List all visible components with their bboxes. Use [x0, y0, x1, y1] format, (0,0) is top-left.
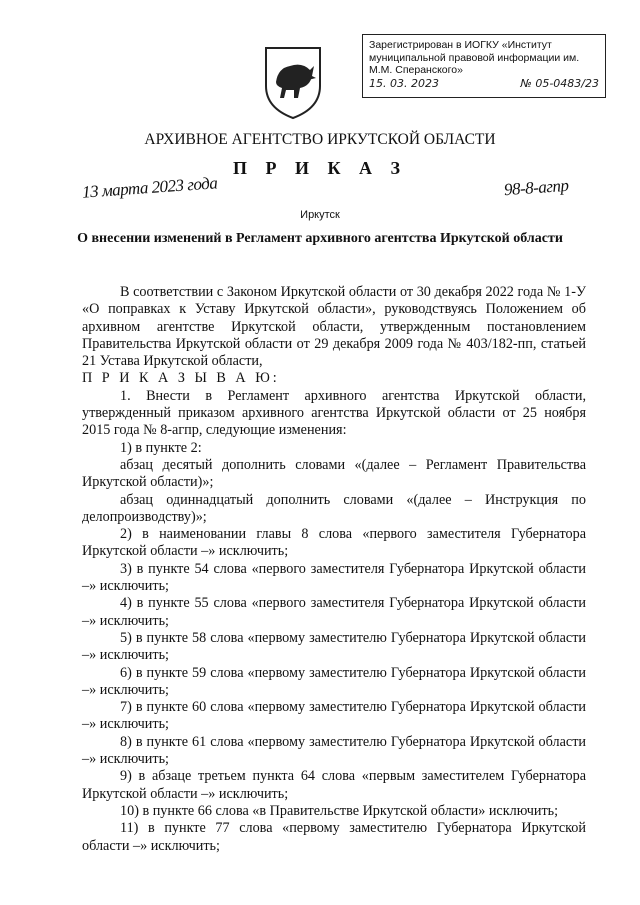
paragraph: абзац одиннадцатый дополнить словами «(далее – Инструкция по делопроизводству)»;	[82, 491, 586, 525]
stamp-date: 15. 03. 2023	[369, 76, 439, 90]
handwritten-number: 98-8-агпр	[503, 175, 570, 200]
document-title: О внесении изменений в Регламент архивного агентства Иркутской области	[77, 231, 563, 246]
paragraph: 7) в пункте 60 слова «первому заместителю Губернатора Иркутской области –» исключить;	[82, 699, 586, 733]
paragraph: 8) в пункте 61 слова «первому заместителю Губернатора Иркутской области –» исключить;	[82, 733, 586, 768]
handwritten-date: 13 марта 2023 года	[81, 173, 218, 202]
coat-of-arms-emblem	[258, 42, 328, 122]
paragraph: 4) в пункте 55 слова «первого заместителя Губернатора Иркутской области –» исключить;	[82, 595, 586, 629]
document-body	[82, 284, 586, 855]
paragraph: 5) в пункте 58 слова «первому заместителю Губернатора Иркутской области –» исключить;	[82, 629, 586, 664]
agency-name: АРХИВНОЕ АГЕНТСТВО ИРКУТСКОЙ ОБЛАСТИ	[144, 131, 496, 148]
paragraph: 1) в пункте 2:	[120, 439, 202, 456]
paragraph: абзац десятый дополнить словами «(далее – Регламент Правительства Иркутской области)»;	[82, 456, 586, 491]
paragraph: 9) в абзаце третьем пункта 64 слова «первым заместителем Губернатора Иркутской области –» исключить;	[82, 768, 586, 802]
stamp-text: Зарегистрирован в ИОГКУ «Институт муниципальной правовой информации им. М.М. Сперанского»	[369, 39, 580, 76]
paragraph: 11) в пункте 77 слова «первому заместителю Губернатора Иркутской области –» исключить;	[82, 820, 586, 854]
paragraph: 2) в наименовании главы 8 слова «первого заместителя Губернатора Иркутской области –» исключить;	[82, 526, 586, 560]
preamble-paragraph: В соответствии с Законом Иркутской области от 30 декабря 2022 года № 1-У «О поправках к Уставу Иркутской области», руководствуясь Положением об архивном агентстве Иркутской области, утвержденным постановлением Правительства Иркутской области от 29 декабря 2009 года № 403/182-пп, статьей 21 Устава Иркутской области,	[82, 284, 586, 370]
paragraph: 6) в пункте 59 слова «первому заместителю Губернатора Иркутской области –» исключить;	[82, 664, 586, 698]
city: Иркутск	[300, 209, 340, 221]
order-word: П Р И К А З Ы В А Ю:	[82, 370, 280, 387]
paragraph: 1. Внести в Регламент архивного агентства Иркутской области, утвержденный приказом архивного агентства Иркутской области от 25 ноября 2015 года № 8-агпр, следующие изменения:	[82, 387, 586, 439]
registration-stamp	[362, 34, 606, 98]
paragraph: 3) в пункте 54 слова «первого заместителя Губернатора Иркутской области –» исключить;	[82, 560, 586, 595]
paragraph: 10) в пункте 66 слова «в Правительстве Иркутской области» исключить;	[120, 802, 559, 819]
stamp-number: № 05-0483/23	[520, 76, 599, 90]
document-type: П Р И К А З	[232, 158, 408, 178]
